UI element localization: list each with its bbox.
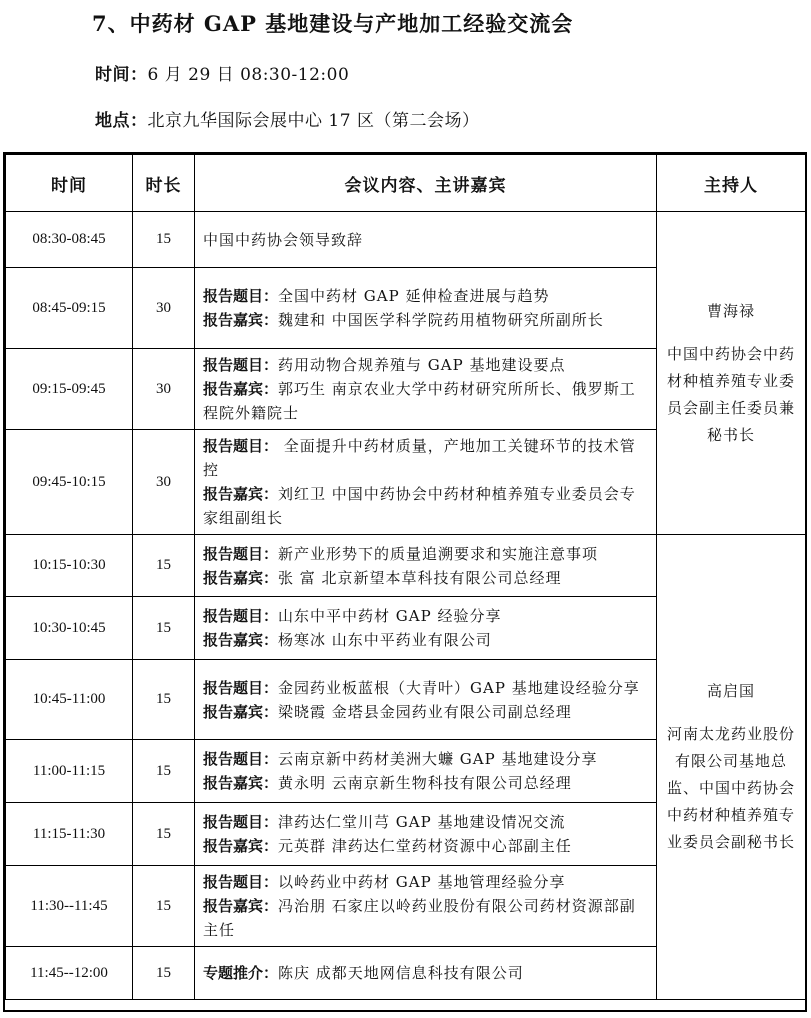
speaker: 黄永明 云南京新生物科技有限公司总经理 <box>278 774 572 792</box>
row-duration: 30 <box>133 349 195 430</box>
row-duration: 15 <box>133 803 195 866</box>
row-time: 11:15-11:30 <box>6 803 133 866</box>
row-duration: 15 <box>133 535 195 597</box>
row-time: 11:30--11:45 <box>6 866 133 947</box>
time-value: 6 月 29 日 08:30-12:00 <box>147 65 350 85</box>
topic: 金园药业板蓝根（大青叶）GAP 基地建设经验分享 <box>278 678 640 697</box>
row-content <box>195 349 657 430</box>
topic: 药用动物合规养殖与 GAP 基地建设要点 <box>278 356 566 374</box>
host-cell-1 <box>657 212 806 535</box>
header-content: 会议内容、主讲嘉宾 <box>195 155 657 212</box>
table-row <box>6 535 806 597</box>
speaker: 元英群 津药达仁堂药材资源中心部副主任 <box>278 837 572 855</box>
row-content <box>195 740 657 803</box>
speaker-label: 报告嘉宾： <box>203 485 279 503</box>
row-duration: 15 <box>133 947 195 1000</box>
opening-speech: 中国中药协会领导致辞 <box>203 230 364 249</box>
row-duration: 15 <box>133 660 195 740</box>
table-header-row <box>6 155 806 212</box>
row-time: 08:30-08:45 <box>6 212 133 268</box>
topic: 以岭药业中药材 GAP 基地管理经验分享 <box>278 873 566 891</box>
row-content <box>195 430 657 535</box>
row-time: 09:15-09:45 <box>6 349 133 430</box>
topic: 津药达仁堂川芎 GAP 基地建设情况交流 <box>278 813 566 831</box>
row-time: 10:45-11:00 <box>6 660 133 740</box>
header-time: 时间 <box>6 155 133 212</box>
row-content <box>195 660 657 740</box>
row-time: 10:15-10:30 <box>6 535 133 597</box>
host-cell-2 <box>657 535 806 1000</box>
row-content <box>195 866 657 947</box>
row-duration: 15 <box>133 740 195 803</box>
row-content <box>195 268 657 349</box>
topic: 山东中平中药材 GAP 经验分享 <box>278 607 502 625</box>
topic-label: 报告题目： <box>203 813 279 831</box>
speaker-label: 报告嘉宾： <box>203 897 279 915</box>
row-time: 11:00-11:15 <box>6 740 133 803</box>
topic-label: 报告题目： <box>203 873 279 891</box>
topic-label: 报告题目： <box>203 750 279 768</box>
promo-text: 陈庆 成都天地网信息科技有限公司 <box>278 964 524 982</box>
speaker: 杨寒冰 山东中平药业有限公司 <box>278 631 492 649</box>
row-time: 10:30-10:45 <box>6 597 133 660</box>
header-duration: 时长 <box>133 155 195 212</box>
row-time: 11:45--12:00 <box>6 947 133 1000</box>
table-row <box>6 212 806 268</box>
promo-label: 专题推介： <box>203 964 279 982</box>
speaker-label: 报告嘉宾： <box>203 311 279 329</box>
row-duration: 30 <box>133 268 195 349</box>
topic-label: 报告题目： <box>203 678 279 697</box>
host-title: 河南太龙药业股份有限公司基地总监、中国中药协会中药材种植养殖专业委员会副秘书长 <box>666 725 795 851</box>
row-duration: 15 <box>133 212 195 268</box>
time-label: 时间： <box>95 65 148 85</box>
meeting-place <box>95 106 479 131</box>
topic-label: 报告题目： <box>203 437 279 455</box>
row-duration: 30 <box>133 430 195 535</box>
speaker: 魏建和 中国医学科学院药用植物研究所副所长 <box>278 311 604 329</box>
row-duration: 15 <box>133 866 195 947</box>
row-time: 09:45-10:15 <box>6 430 133 535</box>
host-name: 曹海禄 <box>706 301 755 320</box>
speaker-label: 报告嘉宾： <box>203 631 279 649</box>
topic-label: 报告题目： <box>203 544 279 563</box>
row-time: 08:45-09:15 <box>6 268 133 349</box>
speaker: 张 富 北京新望本草科技有限公司总经理 <box>278 568 562 587</box>
speaker-label: 报告嘉宾： <box>203 380 279 398</box>
topic: 全面提升中药材质量，产地加工关键环节的技术管控 <box>203 437 636 479</box>
topic: 全国中药材 GAP 延伸检查进展与趋势 <box>278 287 550 305</box>
speaker-label: 报告嘉宾： <box>203 568 279 587</box>
topic-label: 报告题目： <box>203 287 279 305</box>
speaker-label: 报告嘉宾： <box>203 702 279 721</box>
row-content <box>195 212 657 268</box>
row-duration: 15 <box>133 597 195 660</box>
section-title: 7、中药材 GAP 基地建设与产地加工经验交流会 <box>92 11 574 36</box>
header-host: 主持人 <box>657 155 806 212</box>
speaker: 梁晓霞 金塔县金园药业有限公司副总经理 <box>278 702 572 721</box>
speaker: 冯治朋 石家庄以岭药业股份有限公司药材资源部副主任 <box>203 897 636 939</box>
speaker: 郭巧生 南京农业大学中药材研究所所长、俄罗斯工程院外籍院士 <box>203 380 636 422</box>
host-title: 中国中药协会中药材种植养殖专业委员会副主任委员兼秘书长 <box>666 344 795 444</box>
row-content <box>195 803 657 866</box>
place-value: 北京九华国际会展中心 17 区（第二会场） <box>147 111 480 131</box>
place-label: 地点： <box>95 111 148 131</box>
agenda-table <box>5 154 806 1000</box>
speaker: 刘红卫 中国中药协会中药材种植养殖专业委员会专家组副组长 <box>203 485 636 527</box>
speaker-label: 报告嘉宾： <box>203 837 279 855</box>
row-content <box>195 947 657 1000</box>
meeting-time <box>95 60 349 85</box>
speaker-label: 报告嘉宾： <box>203 774 279 792</box>
row-content <box>195 597 657 660</box>
host-name: 高启国 <box>706 682 755 700</box>
topic: 云南京新中药材美洲大蠊 GAP 基地建设分享 <box>278 750 598 768</box>
topic-label: 报告题目： <box>203 356 279 374</box>
topic-label: 报告题目： <box>203 607 279 625</box>
row-content <box>195 535 657 597</box>
topic: 新产业形势下的质量追溯要求和实施注意事项 <box>278 544 599 563</box>
